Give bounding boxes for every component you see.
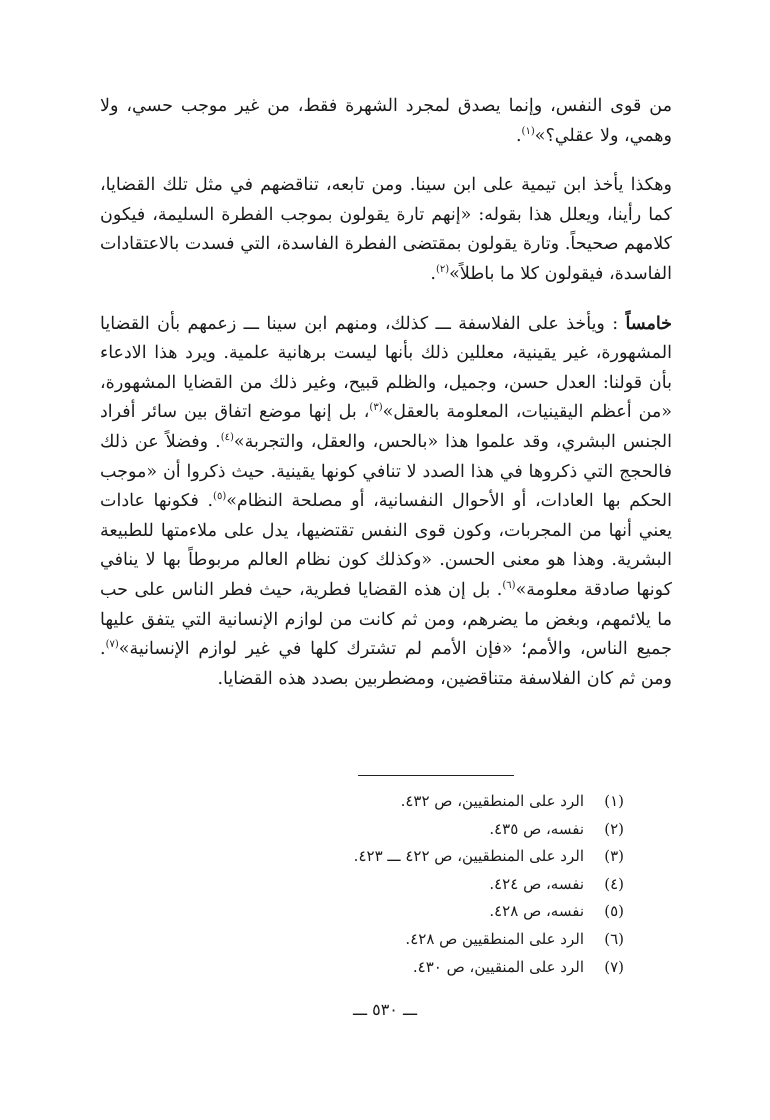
footnote-item	[154, 898, 624, 926]
paragraph-continuation	[100, 92, 672, 151]
paragraph-segment: ، بل إنها موضع اتفاق بين سائر أفراد الجنس البشري، وقد علموا هذا «بالحس، والعقل، والتجربة»	[100, 402, 672, 452]
footnote-number: (٦)	[604, 929, 624, 948]
footnote-ref-4: (٤)	[220, 432, 234, 444]
paragraph-text: من قوى النفس، وإنما يصدق لمجرد الشهرة فقط، من غير موجب حسي، ولا وهمي، ولا عقلي؟»	[100, 96, 672, 146]
footnote-ref-5: (٥)	[213, 491, 227, 503]
paragraph-tail: .	[515, 125, 522, 146]
footnote-ref-6: (٦)	[502, 580, 516, 592]
footnote-item	[154, 926, 624, 954]
paragraph-text: وهكذا يأخذ ابن تيمية على ابن سينا. ومن تابعه، تناقضهم في مثل تلك القضايا، كما رأينا، ويعلل هذا بقوله: «إنهم تارة يقولون بموجب الفطرة السليمة، فيكون كلامهم صحيحاً. وتارة يقولون بمقتضى الفطرة الفاسدة، التي فسدت بالاعتقادات الفاسدة، فيقولون كلا ما باطلاً»	[100, 175, 672, 284]
paragraph-segment: . ومن ثم كان الفلاسفة متناقضين، ومضطربين بصدد هذه القضايا.	[100, 639, 672, 689]
footnote-number: (٢)	[604, 819, 624, 838]
paragraph-fifth	[100, 310, 672, 695]
footnote-number: (٥)	[604, 902, 624, 921]
footnote-number: (١)	[604, 792, 624, 810]
footnote-text: نفسه، ص ٤٣٥.	[489, 819, 584, 838]
section-lead-word: خامساً	[625, 313, 672, 334]
footnote-item	[154, 954, 624, 982]
footnote-divider	[358, 775, 514, 776]
footnote-item	[154, 816, 624, 844]
footnote-text: الرد على المنقيين، ص ٤٣٠.	[412, 957, 584, 976]
footnote-ref-7: (٧)	[105, 639, 119, 651]
footnote-ref-1: (١)	[521, 125, 535, 137]
paragraph-segment: . فكونها عادات يعني أنها من المجربات، وكون قوى النفس تقتضيها، يدل على ملاءمتها للطبيعة البشرية. وهذا هو معنى الحسن. «وكذلك كون نظام العالم مربوطاً بها لا ينافي كونها صادقة معلومة»	[100, 491, 672, 600]
footnote-item	[154, 843, 624, 871]
paragraph-tail: .	[430, 263, 436, 284]
footnote-text: نفسه، ص ٤٢٨.	[489, 902, 584, 921]
main-text	[100, 92, 672, 694]
footnote-number: (٣)	[604, 847, 624, 866]
footnote-ref-3: (٣)	[369, 402, 383, 414]
footnote-item	[154, 788, 624, 816]
paragraph-segment: : ويأخذ على الفلاسفة ـــ كذلك، ومنهم ابن سينا ـــ زعمهم بأن القضايا المشهورة، غير يقينية، معللين ذلك بأنها ليست برهانية علمية. ويرد هذا الادعاء بأن قولنا: العدل حسن، وجميل، والظلم قبيح، وغير ذلك من القضايا المشهورة، «من أعظم اليقينيات، المعلومة بالعقل»	[100, 313, 672, 423]
paragraph-segment: . وفضلاً عن ذلك فالحجج التي ذكروها في هذا الصدد لا تنافي كونها يقينية. حيث ذكروا أن «موجب الحكم بها العادات، أو الأحوال النفسانية، أو مصلحة النظام»	[100, 431, 672, 512]
footnote-item	[154, 871, 624, 899]
footnote-ref-2: (٢)	[435, 264, 450, 276]
footnote-number: (٤)	[604, 874, 624, 893]
footnote-text: الرد على المنطقيين ص ٤٢٨.	[405, 929, 584, 948]
footnotes-list	[154, 788, 624, 981]
footnote-text: الرد على المنطقيين، ص ٤٣٢.	[400, 792, 584, 810]
paragraph-ibn-taymiyya	[100, 171, 672, 289]
footnote-number: (٧)	[604, 957, 624, 976]
footnote-text: الرد على المنطقيين، ص ٤٢٢ ـــ ٤٢٣.	[353, 847, 584, 866]
footnote-text: نفسه، ص ٤٢٤.	[489, 874, 584, 893]
paragraph-segment: . بل إن هذه القضايا فطرية، حيث فطر الناس على حب ما يلائمهم، وبغض ما يضرهم، ومن ثم كانت من لوازم الإنسانية التي يتفق عليها جميع الناس، والأمم؛ «فإن الأمم لم تشترك كلها في غير لوازم الإنسانية»	[100, 579, 672, 660]
page-number: ـــ ٥٣٠ ـــ	[352, 1000, 418, 1019]
